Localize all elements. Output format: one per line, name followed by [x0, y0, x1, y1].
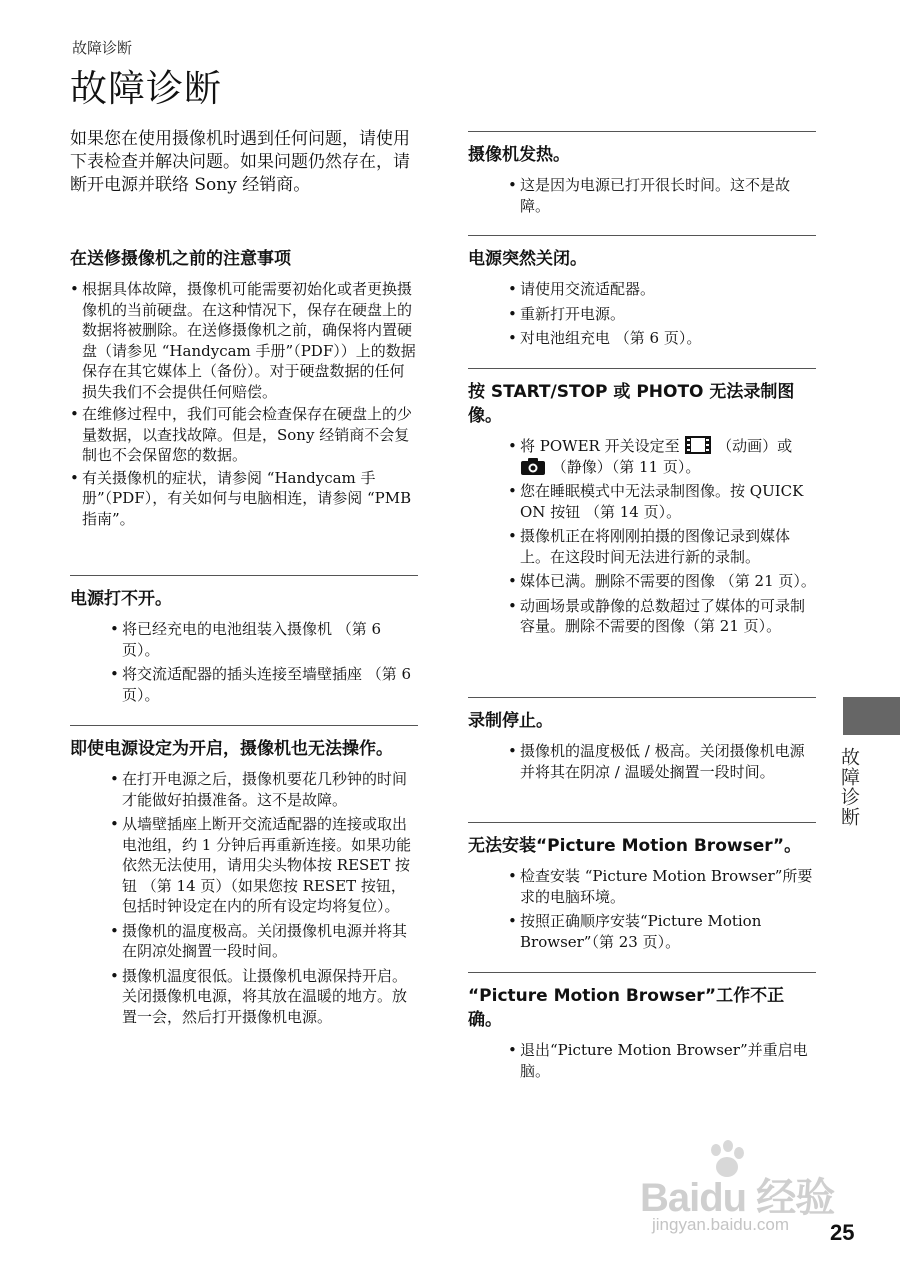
list-item: [520, 436, 816, 477]
list-item: • 按照正确顺序安装“Picture Motion Browser”（第 23 页）。: [520, 911, 816, 952]
intro-paragraph: 如果您在使用摄像机时遇到任何问题，请使用下表检查并解决问题。如果问题仍然存在，请断开电源并联络 Sony 经销商。: [70, 129, 410, 195]
bullet-list: [70, 619, 418, 705]
list-item: • 将交流适配器的插头连接至墙壁插座 （第 6 页）。: [122, 664, 418, 705]
bullet-list: [468, 741, 816, 782]
section-not-work: [468, 984, 816, 1081]
section-heading: 按 START/STOP 或 PHOTO 无法录制图像。: [468, 382, 795, 426]
section-rec-stop: [468, 709, 816, 782]
list-item: • 检查安装 “Picture Motion Browser”所要求的电脑环境。: [520, 866, 816, 907]
section-not-operate: [70, 737, 418, 1027]
sidebar-label: 故障诊断: [838, 747, 860, 827]
divider: [468, 822, 816, 823]
section-heading: 电源突然关闭。: [468, 249, 587, 269]
section-hot: [468, 143, 816, 216]
list-item: • 重新打开电源。: [520, 304, 816, 325]
section-heading: 即使电源设定为开启，摄像机也无法操作。: [70, 739, 393, 759]
list-item: • 根据具体故障，摄像机可能需要初始化或者更换摄像机的当前硬盘。在这种情况下，保存在硬盘上的数据将被删除。在送修摄像机之前，确保将内置硬盘（请参见 “Handycam 手册”（PDF））上的数据保存在其它媒体上（备份）。对于硬盘数据的任何损失我们不会提供任何赔偿。: [82, 279, 418, 402]
list-item: • 请使用交流适配器。: [520, 279, 816, 300]
list-item: • 将已经充电的电池组装入摄像机 （第 6 页）。: [122, 619, 418, 660]
camera-icon: [520, 457, 546, 475]
item-text: （静像）（第 11 页）。: [551, 457, 701, 476]
running-header: 故障诊断: [72, 39, 133, 57]
page-number: 25: [830, 1220, 855, 1245]
divider: [70, 575, 418, 576]
list-item: • 退出“Picture Motion Browser”并重启电脑。: [520, 1040, 816, 1081]
section-heading: 录制停止。: [468, 711, 553, 731]
divider: [468, 235, 816, 236]
bullet-list: [468, 866, 816, 952]
section-heading: 电源打不开。: [70, 589, 172, 609]
bullet-list: [468, 436, 816, 637]
section-cannot-record: [468, 380, 816, 637]
bullet-list: [70, 279, 418, 529]
section-heading: 无法安装“Picture Motion Browser”。: [468, 836, 802, 856]
section-power-no-on: [70, 587, 418, 705]
list-item: • 这是因为电源已打开很长时间。这不是故障。: [520, 175, 816, 216]
list-item: • 您在睡眠模式中无法录制图像。按 QUICK ON 按钮 （第 14 页）。: [520, 481, 816, 522]
list-item: • 在打开电源之后，摄像机要花几秒钟的时间才能做好拍摄准备。这不是故障。: [122, 769, 418, 810]
divider: [468, 368, 816, 369]
section-heading: 摄像机发热。: [468, 145, 570, 165]
list-item: • 媒体已满。删除不需要的图像 （第 21 页）。: [520, 571, 816, 592]
list-item: • 对电池组充电 （第 6 页）。: [520, 328, 816, 349]
list-item: • 摄像机正在将刚刚拍摄的图像记录到媒体上。在这段时间无法进行新的录制。: [520, 526, 816, 567]
watermark: [640, 1140, 840, 1240]
list-item: • 从墙壁插座上断开交流适配器的连接或取出电池组，约 1 分钟后再重新连接。如果功能依然无法使用，请用尖头物体按 RESET 按钮 （第 14 页）（如果您按 RESET 按钮，包括时钟设定在内的所有设定均将复位）。: [122, 814, 418, 917]
movie-icon: [685, 436, 711, 454]
sidebar-tab: [843, 697, 900, 735]
section-cannot-install: [468, 834, 816, 952]
bullet-list: [468, 1040, 816, 1081]
divider: [468, 697, 816, 698]
list-item: • 摄像机温度很低。让摄像机电源保持开启。关闭摄像机电源，将其放在温暖的地方。放置一会，然后打开摄像机电源。: [122, 966, 418, 1028]
list-item: • 动画场景或静像的总数超过了媒体的可录制容量。删除不需要的图像（第 21 页）。: [520, 596, 816, 637]
list-item: • 摄像机的温度极高。关闭摄像机电源并将其在阴凉处搁置一段时间。: [122, 921, 418, 962]
section-before-repair: [70, 247, 418, 529]
watermark-brand: Baidu 经验: [640, 1176, 835, 1220]
item-text: （动画）或: [717, 437, 793, 455]
list-item: • 有关摄像机的症状，请参阅 “Handycam 手册”（PDF），有关如何与电脑相连，请参阅 “PMB 指南”。: [82, 468, 418, 530]
divider: [70, 725, 418, 726]
section-heading: “Picture Motion Browser”工作不正确。: [468, 986, 785, 1030]
item-text: 将 POWER 开关设定至: [520, 437, 680, 455]
bullet-list: [468, 279, 816, 349]
section-heading: 在送修摄像机之前的注意事项: [70, 249, 291, 269]
divider: [468, 131, 816, 132]
watermark-url: jingyan.baidu.com: [652, 1215, 790, 1234]
divider: [468, 972, 816, 973]
page-title: 故障诊断: [70, 67, 222, 110]
bullet-list: [70, 769, 418, 1027]
bullet-list: [468, 175, 816, 216]
list-item: • 在维修过程中，我们可能会检查保存在硬盘上的少量数据，以查找故障。但是，Sony 经销商不会复制也不会保留您的数据。: [82, 404, 418, 466]
list-item: • 摄像机的温度极低 / 极高。关闭摄像机电源并将其在阴凉 / 温暖处搁置一段时间。: [520, 741, 816, 782]
section-power-off: [468, 247, 816, 349]
